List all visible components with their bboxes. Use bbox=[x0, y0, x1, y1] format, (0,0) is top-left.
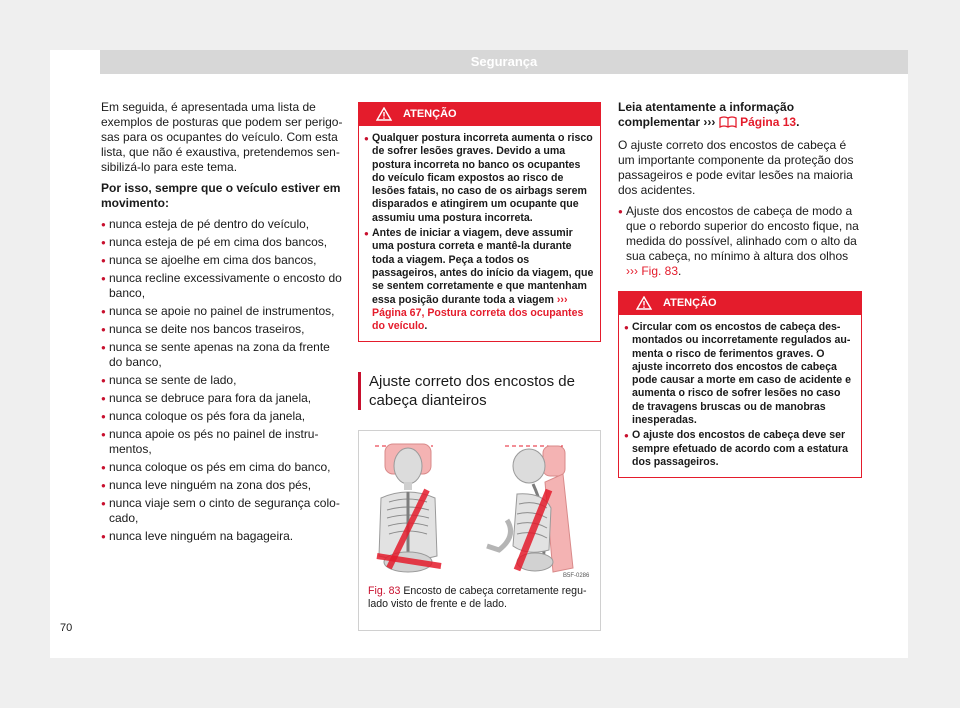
posture-list-item: ● nunca coloque os pés em cima do banco, bbox=[101, 460, 343, 475]
warning-body bbox=[359, 126, 600, 341]
adjust-item bbox=[618, 204, 862, 279]
warning-item-text: Antes de iniciar a viagem, deve assumir uma postura correta e mantê-la durante toda a viagem. Peça a todos os passageiros, antes do início da viagem, que se sentem corretamente e que mantenham essa posição durante toda a viagem bbox=[372, 227, 594, 306]
posture-list-item: ● nunca se ajoelhe em cima dos bancos, bbox=[101, 253, 343, 268]
intro-paragraph: Em seguida, é apresentada uma lista de exemplos de posturas que podem ser perigosas para os ocupantes do veículo. Com esta lista, que não é exaustiva, pretendemos sensibilizá-lo para este tema. bbox=[101, 100, 343, 174]
warning-title: ATENÇÃO bbox=[403, 108, 457, 120]
warning-triangle-icon bbox=[376, 107, 392, 130]
fig-83-link[interactable]: ››› Fig. 83 bbox=[626, 264, 679, 278]
figure-83 bbox=[358, 430, 601, 631]
posture-list-item: ● nunca recline excessivamente o encosto do banco, bbox=[101, 271, 343, 301]
figure-caption bbox=[368, 585, 593, 611]
column-middle bbox=[358, 102, 601, 631]
posture-list-item: ● nunca viaje sem o cinto de segurança colocado, bbox=[101, 496, 343, 526]
read-more-arrow: ››› bbox=[703, 115, 716, 129]
page-header: Segurança bbox=[100, 50, 908, 74]
warning-triangle-icon bbox=[636, 296, 652, 319]
section-title: Ajuste correto dos encostos de cabeça dianteiros bbox=[358, 372, 601, 410]
page-13-link[interactable]: Página 13 bbox=[740, 115, 797, 129]
posture-list-item: ● nunca se deite nos bancos traseiros, bbox=[101, 322, 343, 337]
warning-body-2 bbox=[619, 315, 861, 477]
warning-item: ● O ajuste dos encostos de cabeça deve ser sempre efetuado de acordo com a estatura dos passageiros. bbox=[624, 429, 855, 469]
posture-list-item: ● nunca esteja de pé em cima dos bancos, bbox=[101, 235, 343, 250]
warning-item: ● Circular com os encostos de cabeça desmontados ou incorretamente regulados aumenta o risco de ferimentos graves. O ajuste incorreto dos encostos de cabeça pode causar a morte em caso de acidente e aumenta o risco de sofrer lesões no caso de travagens bruscas ou de manobras inesperadas. bbox=[624, 321, 855, 427]
figure-caption-text: Encosto de cabeça corretamente regulado visto de frente e de lado. bbox=[368, 585, 587, 611]
posture-list-item: ● nunca esteja de pé dentro do veículo, bbox=[101, 217, 343, 232]
warning-item-end: . bbox=[424, 320, 428, 333]
page-number: 70 bbox=[60, 622, 73, 634]
posture-list bbox=[101, 217, 343, 544]
warning-box bbox=[358, 102, 601, 342]
figure-label: Fig. 83 bbox=[368, 585, 401, 598]
warning-title-2: ATENÇÃO bbox=[663, 297, 717, 309]
posture-list-item: ● nunca coloque os pés fora da janela, bbox=[101, 409, 343, 424]
read-more-text: Leia atentamente a informação complementar bbox=[618, 100, 795, 129]
posture-list-item: ● nunca se sente apenas na zona da frente do banco, bbox=[101, 340, 343, 370]
read-more-paragraph bbox=[618, 100, 862, 132]
posture-list-item: ● nunca se apoie no painel de instrumentos, bbox=[101, 304, 343, 319]
warning-item bbox=[364, 227, 594, 333]
figure-code: B5F-0286 bbox=[563, 573, 590, 580]
warning-item: ● Qualquer postura incorreta aumenta o risco de sofrer lesões graves. Devido a uma postura incorreta no banco os ocupantes do veículo ficam expostos ao risco de lesões fatais, no caso de os airbags serem disparados e atingirem um ocupante que assumiu uma postura incorreta. bbox=[364, 132, 594, 225]
adjust-item-end: . bbox=[678, 264, 682, 278]
posture-list-item: ● nunca apoie os pés no painel de instrumentos, bbox=[101, 427, 343, 457]
adjust-list bbox=[618, 204, 862, 279]
page-67-link[interactable]: ››› Página 67, Postura correta dos ocupantes do veículo bbox=[372, 293, 584, 333]
warning-header-2 bbox=[619, 292, 861, 315]
book-icon bbox=[719, 116, 737, 132]
headrest-illustration bbox=[367, 438, 593, 580]
warning-box-2 bbox=[618, 291, 862, 478]
column-right bbox=[618, 100, 862, 478]
manual-page bbox=[50, 50, 908, 658]
posture-list-item: ● nunca leve ninguém na bagageira. bbox=[101, 529, 343, 544]
lead-paragraph: Por isso, sempre que o veículo estiver em movimento: bbox=[101, 181, 341, 210]
posture-list-item: ● nunca se debruce para fora da janela, bbox=[101, 391, 343, 406]
adjust-item-text: Ajuste dos encostos de cabeça de modo a que o rebordo superior do encosto fique, na medida do possível, alinhado com o alto da sua cabeça, no mínimo à altura dos olhos bbox=[626, 204, 859, 263]
warning-header bbox=[359, 103, 600, 126]
posture-list-item: ● nunca leve ninguém na zona dos pés, bbox=[101, 478, 343, 493]
intro-paragraph-right: O ajuste correto dos encostos de cabeça é um importante componente da proteção dos passageiros e pode evitar lesões na maioria dos acidentes. bbox=[618, 138, 854, 197]
column-left bbox=[101, 100, 343, 547]
posture-list-item: ● nunca se sente de lado, bbox=[101, 373, 343, 388]
read-more-end: . bbox=[796, 115, 800, 129]
